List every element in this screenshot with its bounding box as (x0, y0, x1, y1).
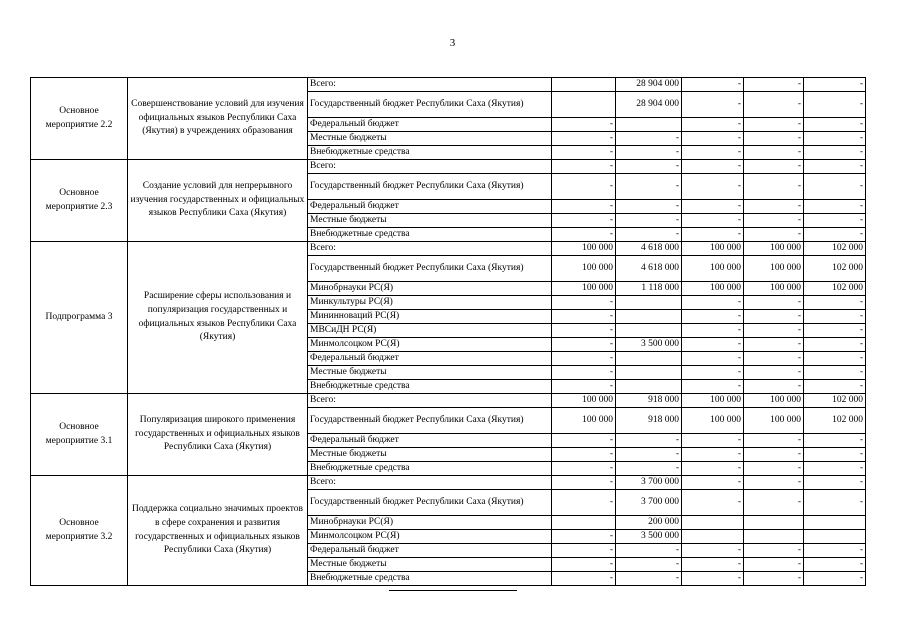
table-body (31, 78, 866, 586)
amount-cell: 3 500 000 (616, 530, 682, 544)
amount-cell: - (744, 146, 804, 160)
amount-cell (744, 530, 804, 544)
amount-cell: 102 000 (804, 242, 866, 256)
funding-source: Местные бюджеты (308, 214, 552, 228)
amount-cell: - (804, 462, 866, 476)
program-description: Популяризация широкого применения государственных и официальных языков Республики Саха (Якутия) (128, 394, 308, 476)
amount-cell: 4 618 000 (616, 242, 682, 256)
table-row (31, 394, 866, 408)
amount-cell: 4 618 000 (616, 256, 682, 282)
amount-cell: 100 000 (682, 282, 744, 296)
amount-cell: - (552, 352, 616, 366)
funding-source: Внебюджетные средства (308, 380, 552, 394)
amount-cell: - (682, 434, 744, 448)
funding-source: Государственный бюджет Республики Саха (Якутия) (308, 174, 552, 200)
amount-cell: - (552, 366, 616, 380)
amount-cell: - (804, 92, 866, 118)
amount-cell: - (744, 78, 804, 92)
page-number: 3 (449, 37, 456, 49)
amount-cell: - (744, 490, 804, 516)
amount-cell: 100 000 (552, 394, 616, 408)
amount-cell: - (616, 214, 682, 228)
amount-cell: - (744, 448, 804, 462)
amount-cell: - (804, 434, 866, 448)
funding-source: Государственный бюджет Республики Саха (Якутия) (308, 490, 552, 516)
amount-cell: - (682, 380, 744, 394)
amount-cell: - (804, 132, 866, 146)
amount-cell: - (682, 92, 744, 118)
funding-source: Внебюджетные средства (308, 572, 552, 586)
amount-cell: - (804, 338, 866, 352)
amount-cell: 100 000 (552, 408, 616, 434)
amount-cell: - (682, 118, 744, 132)
amount-cell (804, 530, 866, 544)
funding-source: Местные бюджеты (308, 448, 552, 462)
amount-cell: 100 000 (744, 408, 804, 434)
amount-cell: 100 000 (682, 394, 744, 408)
amount-cell: - (616, 174, 682, 200)
amount-cell: - (682, 572, 744, 586)
amount-cell: - (552, 132, 616, 146)
program-label: Подпрограмма 3 (31, 242, 128, 394)
amount-cell: - (552, 160, 616, 174)
amount-cell (552, 516, 616, 530)
amount-cell: 100 000 (682, 408, 744, 434)
table-row (31, 242, 866, 256)
amount-cell: - (552, 530, 616, 544)
amount-cell: - (682, 132, 744, 146)
amount-cell: - (682, 296, 744, 310)
amount-cell: - (804, 380, 866, 394)
amount-cell: - (682, 558, 744, 572)
amount-cell: - (682, 310, 744, 324)
amount-cell (682, 516, 744, 530)
amount-cell: - (552, 490, 616, 516)
amount-cell: 100 000 (744, 282, 804, 296)
amount-cell: - (682, 338, 744, 352)
amount-cell: - (682, 476, 744, 490)
amount-cell: - (744, 572, 804, 586)
amount-cell: - (744, 366, 804, 380)
amount-cell: - (552, 448, 616, 462)
amount-cell: 102 000 (804, 394, 866, 408)
amount-cell: 102 000 (804, 408, 866, 434)
amount-cell: - (744, 132, 804, 146)
amount-cell: 100 000 (552, 282, 616, 296)
amount-cell: - (682, 160, 744, 174)
amount-cell: - (682, 200, 744, 214)
amount-cell: - (616, 448, 682, 462)
amount-cell: - (744, 558, 804, 572)
amount-cell: - (616, 146, 682, 160)
amount-cell: - (804, 490, 866, 516)
funding-source: Всего: (308, 160, 552, 174)
program-description: Создание условий для непрерывного изучения государственных и официальных языков Республики Саха (Якутия) (128, 160, 308, 242)
amount-cell (616, 366, 682, 380)
amount-cell: - (804, 572, 866, 586)
amount-cell: - (744, 228, 804, 242)
amount-cell: - (744, 118, 804, 132)
amount-cell: - (744, 462, 804, 476)
amount-cell: - (804, 310, 866, 324)
amount-cell (616, 296, 682, 310)
funding-source: Мининноваций РС(Я) (308, 310, 552, 324)
amount-cell (744, 516, 804, 530)
amount-cell: - (552, 558, 616, 572)
amount-cell (552, 78, 616, 92)
program-description: Совершенствование условий для изучения официальных языков Республики Саха (Якутия) в учреждениях образования (128, 78, 308, 160)
amount-cell: - (744, 380, 804, 394)
amount-cell: - (616, 228, 682, 242)
amount-cell: - (552, 462, 616, 476)
amount-cell: - (744, 310, 804, 324)
amount-cell: - (552, 544, 616, 558)
amount-cell (682, 530, 744, 544)
program-label: Основное мероприятие 3.2 (31, 476, 128, 586)
amount-cell: - (552, 338, 616, 352)
amount-cell: - (552, 296, 616, 310)
amount-cell: 200 000 (616, 516, 682, 530)
amount-cell: - (744, 296, 804, 310)
amount-cell: 100 000 (744, 242, 804, 256)
funding-source: МВСиДН РС(Я) (308, 324, 552, 338)
amount-cell: - (552, 572, 616, 586)
amount-cell (804, 516, 866, 530)
amount-cell: - (552, 214, 616, 228)
funding-source: Федеральный бюджет (308, 434, 552, 448)
amount-cell: 28 904 000 (616, 92, 682, 118)
amount-cell: - (682, 228, 744, 242)
amount-cell: - (552, 200, 616, 214)
funding-source: Всего: (308, 242, 552, 256)
amount-cell: - (744, 92, 804, 118)
funding-source: Федеральный бюджет (308, 118, 552, 132)
amount-cell: 3 700 000 (616, 476, 682, 490)
amount-cell: - (552, 118, 616, 132)
amount-cell: - (616, 434, 682, 448)
funding-source: Минмолсоцком РС(Я) (308, 338, 552, 352)
amount-cell: 102 000 (804, 282, 866, 296)
footer-divider (389, 590, 517, 591)
funding-source: Всего: (308, 78, 552, 92)
amount-cell (552, 92, 616, 118)
program-description: Поддержка социально значимых проектов в сфере сохранения и развития государственных и официальных языков Республики Саха (Якутия) (128, 476, 308, 586)
funding-source: Внебюджетные средства (308, 146, 552, 160)
amount-cell (616, 310, 682, 324)
amount-cell: 102 000 (804, 256, 866, 282)
amount-cell: - (804, 228, 866, 242)
funding-source: Внебюджетные средства (308, 462, 552, 476)
amount-cell: - (804, 352, 866, 366)
amount-cell: - (552, 380, 616, 394)
funding-source: Местные бюджеты (308, 558, 552, 572)
amount-cell: - (682, 544, 744, 558)
table-row (31, 160, 866, 174)
amount-cell: - (682, 448, 744, 462)
amount-cell: - (804, 324, 866, 338)
funding-source: Государственный бюджет Республики Саха (Якутия) (308, 408, 552, 434)
program-label: Основное мероприятие 2.2 (31, 78, 128, 160)
amount-cell (616, 352, 682, 366)
amount-cell: - (682, 214, 744, 228)
amount-cell: - (804, 200, 866, 214)
amount-cell: - (616, 462, 682, 476)
amount-cell: - (804, 476, 866, 490)
amount-cell: 918 000 (616, 408, 682, 434)
amount-cell: - (804, 118, 866, 132)
amount-cell: - (804, 558, 866, 572)
amount-cell: - (616, 200, 682, 214)
funding-source: Федеральный бюджет (308, 200, 552, 214)
amount-cell: - (552, 228, 616, 242)
amount-cell: - (804, 448, 866, 462)
amount-cell: - (804, 366, 866, 380)
amount-cell: - (616, 572, 682, 586)
amount-cell: - (744, 476, 804, 490)
amount-cell: - (804, 214, 866, 228)
amount-cell: - (552, 324, 616, 338)
amount-cell: - (804, 296, 866, 310)
funding-source: Минкультуры РС(Я) (308, 296, 552, 310)
amount-cell: - (804, 174, 866, 200)
amount-cell: - (744, 174, 804, 200)
funding-source: Минобрнауки РС(Я) (308, 516, 552, 530)
funding-source: Федеральный бюджет (308, 352, 552, 366)
amount-cell: 100 000 (682, 256, 744, 282)
program-description: Расширение сферы использования и популяризация государственных и официальных языков Республики Саха (Якутия) (128, 242, 308, 394)
amount-cell: - (744, 214, 804, 228)
amount-cell: 100 000 (552, 256, 616, 282)
amount-cell: - (744, 544, 804, 558)
amount-cell: - (682, 352, 744, 366)
amount-cell: - (682, 146, 744, 160)
amount-cell: - (616, 558, 682, 572)
funding-source: Минобрнауки РС(Я) (308, 282, 552, 296)
funding-source: Местные бюджеты (308, 132, 552, 146)
funding-source: Государственный бюджет Республики Саха (Якутия) (308, 256, 552, 282)
amount-cell: 100 000 (744, 256, 804, 282)
amount-cell: - (744, 434, 804, 448)
funding-source: Минмолсоцком РС(Я) (308, 530, 552, 544)
amount-cell: - (682, 78, 744, 92)
table-row (31, 476, 866, 490)
amount-cell: - (744, 352, 804, 366)
program-label: Основное мероприятие 2.3 (31, 160, 128, 242)
funding-source: Всего: (308, 476, 552, 490)
amount-cell: - (616, 132, 682, 146)
funding-source: Всего: (308, 394, 552, 408)
amount-cell: - (616, 160, 682, 174)
amount-cell (616, 324, 682, 338)
amount-cell: - (552, 174, 616, 200)
amount-cell: - (682, 462, 744, 476)
amount-cell: 3 700 000 (616, 490, 682, 516)
amount-cell: - (552, 476, 616, 490)
amount-cell: - (682, 490, 744, 516)
amount-cell: 28 904 000 (616, 78, 682, 92)
amount-cell: 1 118 000 (616, 282, 682, 296)
amount-cell: 100 000 (552, 242, 616, 256)
funding-source: Местные бюджеты (308, 366, 552, 380)
amount-cell: - (744, 338, 804, 352)
funding-source: Внебюджетные средства (308, 228, 552, 242)
amount-cell: - (552, 310, 616, 324)
amount-cell: - (804, 544, 866, 558)
amount-cell: 3 500 000 (616, 338, 682, 352)
amount-cell: - (682, 366, 744, 380)
program-label: Основное мероприятие 3.1 (31, 394, 128, 476)
amount-cell: - (744, 160, 804, 174)
amount-cell: 100 000 (744, 394, 804, 408)
funding-source: Государственный бюджет Республики Саха (Якутия) (308, 92, 552, 118)
amount-cell (616, 118, 682, 132)
amount-cell (616, 380, 682, 394)
amount-cell: - (804, 160, 866, 174)
amount-cell: - (682, 324, 744, 338)
amount-cell: - (682, 174, 744, 200)
budget-table (30, 77, 866, 586)
amount-cell: - (804, 78, 866, 92)
amount-cell: - (744, 200, 804, 214)
amount-cell: 918 000 (616, 394, 682, 408)
amount-cell: 100 000 (682, 242, 744, 256)
funding-source: Федеральный бюджет (308, 544, 552, 558)
amount-cell: - (616, 544, 682, 558)
amount-cell: - (744, 324, 804, 338)
amount-cell: - (804, 146, 866, 160)
table-row (31, 78, 866, 92)
amount-cell: - (552, 146, 616, 160)
amount-cell: - (552, 434, 616, 448)
